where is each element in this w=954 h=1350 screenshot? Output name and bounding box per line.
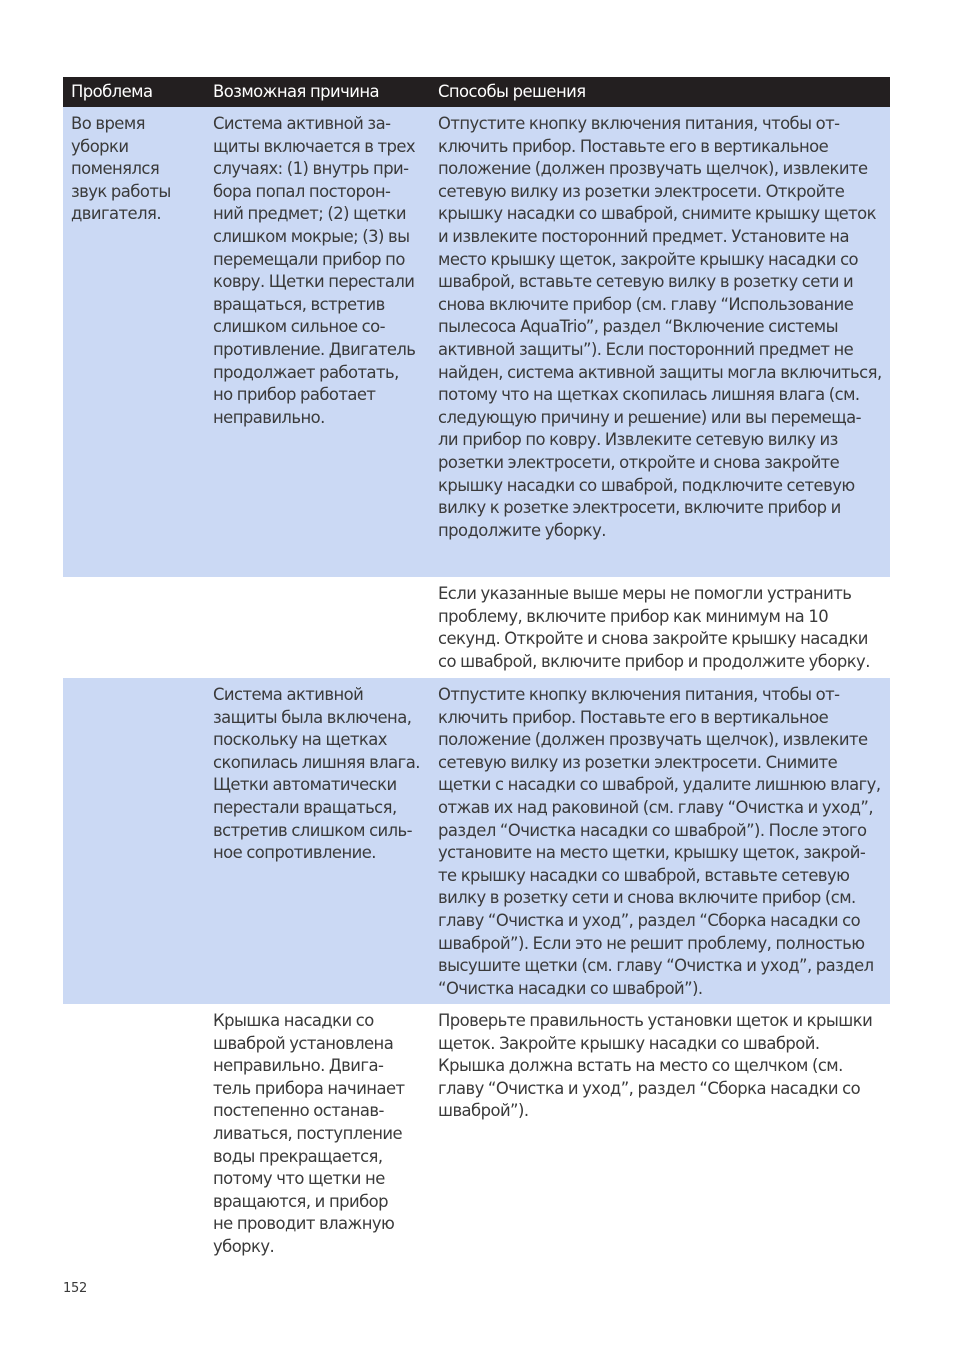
table-header (63, 77, 890, 107)
cell-cause: Система активной за- щиты включается в трех случаях: (1) внутрь при- бора попал посторон- ний предмет; (2) щетки слишком мокрые; (3) вы перемещали прибор по ковру. Щетки перестали вращаться, встретив слишком сильное со- противление. Двигатель продолжает работать, но прибор работает неправильно. (213, 114, 416, 427)
table-row (63, 1004, 890, 1264)
page-number: 152 (63, 1281, 87, 1296)
header-problem: Проблема (71, 82, 153, 101)
cell-solution: Отпустите кнопку включения питания, чтобы от- ключить прибор. Поставьте его в вертикальное положение (должен прозвучать щелчок), извлеките сетевую вилку из розетки электросети. Снимите щетки с насадки со шваброй, удалите лишнюю влагу, отжав их над раковиной (см. главу “Очистка и уход”, раздел “Очистка насадки со шваброй”). После этого установите на место щетки, крышку щеток, закрой- те крышку насадки со шваброй, вставьте сетевую вилку в розетку сети и снова включите прибор (см. главу “Очистка и уход”, раздел “Сборка насадки со шваброй”). Если это не решит проблему, полностью высушите щетки (см. главу “Очистка и уход”, раздел “Очистка насадки со шваброй”). (438, 685, 881, 998)
header-cause: Возможная причина (213, 82, 379, 101)
header-solution: Способы решения (438, 82, 586, 101)
cell-solution: Проверьте правильность установки щеток и крышки щеток. Закройте крышку насадки со шваброй. Крышка должна встать на место со щелчком (см. главу “Очистка и уход”, раздел “Сборка насадки со шваброй”). (438, 1011, 873, 1121)
table-row (63, 577, 890, 678)
cell-problem (63, 577, 205, 679)
cell-cause (205, 577, 430, 679)
cell-cause: Система активной защиты была включена, поскольку на щетках скопилась лишняя влага. Щетки автоматически перестали вращаться, встретив слишком силь- ное сопротивление. (213, 685, 420, 863)
cell-cause: Крышка насадки со шваброй установлена неправильно. Двига- тель прибора начинает постепенно останав- ливаться, поступление воды прекращается, потому что щетки не вращаются, и прибор не проводит влажную уборку. (213, 1011, 405, 1256)
cell-problem: Во время уборки поменялся звук работы двигателя. (71, 114, 171, 224)
cell-problem (63, 678, 205, 1006)
cell-solution: Если указанные выше меры не помогли устранить проблему, включите прибор как минимум на 10 секунд. Откройте и снова закройте крышку насадки со шваброй, включите прибор и продолжите уборку. (438, 584, 870, 671)
troubleshooting-table (63, 77, 890, 1264)
cell-solution: Отпустите кнопку включения питания, чтобы от- ключить прибор. Поставьте его в вертикальное положение (должен прозвучать щелчок), извлеките сетевую вилку из розетки электросети. Откройте крышку насадки со шваброй, снимите крышку щеток и извлеките посторонний предмет. Установите на место крышку щеток, закройте крышку насадки со шваброй, вставьте сетевую вилку в розетку сети и снова включите прибор (см. главу “Использование пылесоса AquaTrio”, раздел “Включение системы активной защиты”). Если посторонний предмет не найден, система активной защиты могла включиться, потому что на щетках скопилась лишняя влага (см. следующую причину и решение) или вы перемеща- ли прибор по ковру. Извлеките сетевую вилку из розетки электросети, откройте и снова закройте крышку насадки со шваброй, подключите сетевую вилку к розетке электросети, включите прибор и продолжите уборку. (438, 114, 882, 540)
table-row (63, 107, 890, 577)
cell-problem (63, 1004, 205, 1265)
table-row (63, 678, 890, 1004)
